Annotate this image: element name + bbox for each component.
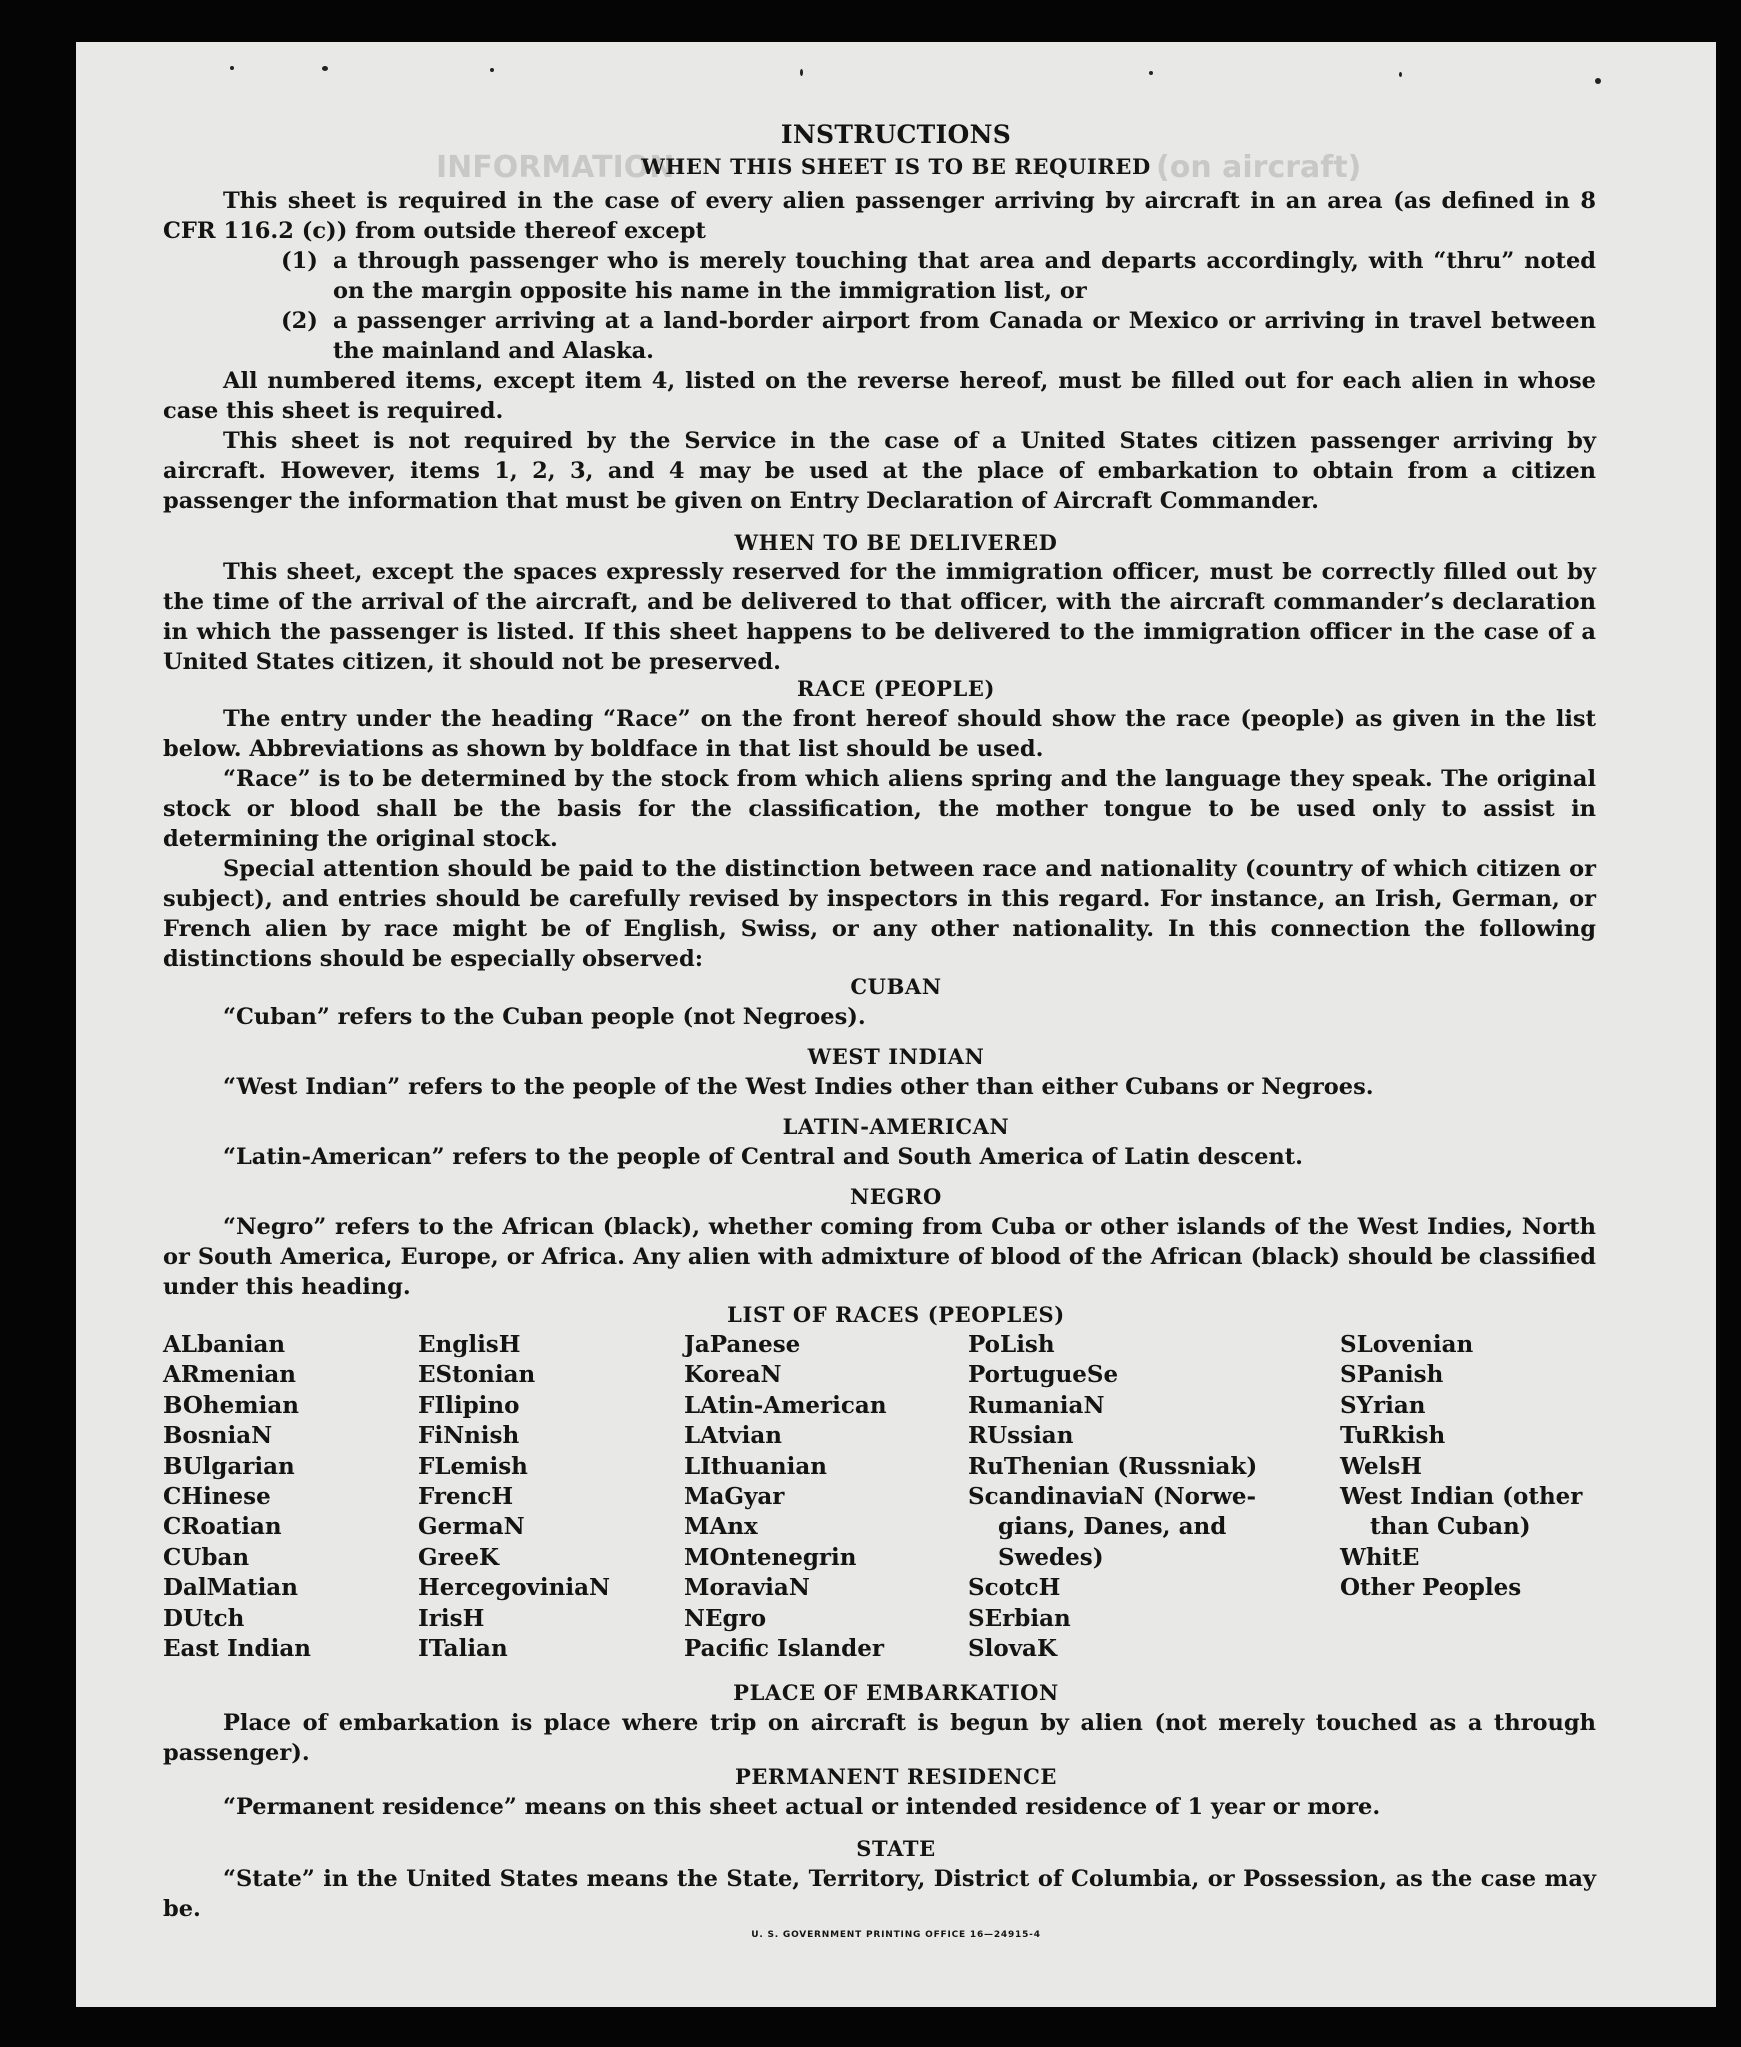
required-para-2: All numbered items, except item 4, listed on the reverse hereof, must be filled out for each alien in whose case this sheet is required. xyxy=(163,368,1596,424)
race-entry: BUlgarian xyxy=(163,1452,295,1480)
race-entry-continued: gians, Danes, and xyxy=(998,1513,1227,1541)
race-entry: SYrian xyxy=(1340,1391,1426,1419)
race-entry: East Indian xyxy=(163,1635,311,1663)
heading-west-indian: WEST INDIAN xyxy=(807,1044,985,1069)
race-para-3: Special attention should be paid to the distinction between race and nationality (country of which citizen or subject), and entries should be carefully revised by inspectors in this regard. For instance, an Irish, German, or French alien by race might be of English, Swiss, or any other nationality. In this connection the following distinctions should be especially observed: xyxy=(163,856,1596,972)
race-entry: GermaN xyxy=(418,1513,525,1541)
race-entry: SLovenian xyxy=(1340,1331,1474,1358)
race-entry: MAnx xyxy=(684,1513,758,1541)
state-text: “State” in the United States means the State, Territory, District of Columbia, or Possession, as the case may be. xyxy=(163,1866,1596,1922)
race-entry: SPanish xyxy=(1340,1361,1444,1389)
latin-american-text: “Latin-American” refers to the people of Central and South America of Latin descent. xyxy=(223,1144,1303,1170)
item-text: a passenger arriving at a land-border airport from Canada or Mexico or arriving in travel between the mainland and Alaska. xyxy=(333,308,1596,364)
race-entry: HercegoviniaN xyxy=(418,1574,611,1602)
race-entry: MoraviaN xyxy=(684,1574,810,1602)
heading-state: STATE xyxy=(856,1836,936,1861)
race-entry-continued: than Cuban) xyxy=(1370,1513,1531,1541)
exception-item-1 xyxy=(281,246,1596,306)
race-entry: LAtvian xyxy=(684,1422,782,1450)
race-entry: MOntenegrin xyxy=(684,1543,857,1571)
cuban-text: “Cuban” refers to the Cuban people (not Negroes). xyxy=(223,1004,866,1030)
race-column-2 xyxy=(418,1330,610,1664)
required-intro: This sheet is required in the case of every alien passenger arriving by aircraft in an area (as defined in 8 CFR 116.2 (c)) from outside thereof except xyxy=(163,188,1596,244)
bleed-through-text: INFORMATION xyxy=(436,150,675,185)
speck xyxy=(1595,78,1601,84)
item-text: a through passenger who is merely touching that area and departs accordingly, with “thru” noted on the margin opposite his name in the immigration list, or xyxy=(333,248,1596,304)
embarkation-text: Place of embarkation is place where trip on aircraft is begun by alien (not merely touched as a through passenger). xyxy=(163,1710,1596,1766)
speck xyxy=(230,66,234,70)
item-number: (1) xyxy=(281,248,318,274)
race-entry: LIthuanian xyxy=(684,1452,827,1480)
speck xyxy=(1149,71,1153,75)
race-entry-continued: Swedes) xyxy=(998,1543,1104,1571)
race-entry: MaGyar xyxy=(684,1483,785,1511)
race-entry: FLemish xyxy=(418,1452,528,1480)
race-entry: WelsH xyxy=(1340,1452,1423,1480)
race-entry: EnglisH xyxy=(418,1331,521,1358)
speck xyxy=(800,69,803,76)
race-para-1: The entry under the heading “Race” on the front hereof should show the race (people) as given in the list below. Abbreviations as shown by boldface in that list should be used. xyxy=(163,706,1596,762)
race-entry: WhitE xyxy=(1340,1543,1420,1571)
race-entry: ITalian xyxy=(418,1635,508,1663)
heading-permanent-residence: PERMANENT RESIDENCE xyxy=(734,1764,1058,1789)
race-para-2: “Race” is to be determined by the stock from which aliens spring and the language they speak. The original stock or blood shall be the basis for the classification, the mother tongue to be used only to assist in determining the original stock. xyxy=(163,766,1596,852)
heading-latin-american: LATIN-AMERICAN xyxy=(782,1114,1010,1139)
race-entry: Pacific Islander xyxy=(684,1635,884,1663)
speck xyxy=(322,66,328,71)
race-entry: ALbanian xyxy=(163,1331,286,1358)
race-entry: SErbian xyxy=(968,1604,1071,1632)
printer-imprint: U. S. GOVERNMENT PRINTING OFFICE 16—24915-4 xyxy=(751,1930,1041,1940)
race-entry: Other Peoples xyxy=(1340,1574,1522,1602)
race-entry: PortugueSe xyxy=(968,1361,1119,1389)
race-entry: CRoatian xyxy=(163,1513,282,1541)
race-entry: DalMatian xyxy=(163,1574,298,1602)
race-entry: ScandinaviaN (Norwe- xyxy=(968,1483,1257,1511)
race-entry: RumaniaN xyxy=(968,1391,1105,1419)
race-entry: KoreaN xyxy=(684,1361,782,1389)
race-entry: IrisH xyxy=(418,1604,485,1632)
race-entry: LAtin-American xyxy=(684,1391,887,1419)
residence-text: “Permanent residence” means on this sheet actual or intended residence of 1 year or more. xyxy=(223,1794,1381,1820)
race-entry: TuRkish xyxy=(1340,1422,1446,1450)
race-entry: FIlipino xyxy=(418,1391,520,1419)
bleed-through-text: (on aircraft) xyxy=(1156,150,1362,185)
page-title: INSTRUCTIONS xyxy=(780,120,1012,149)
race-entry: ScotcH xyxy=(968,1574,1061,1602)
heading-cuban: CUBAN xyxy=(850,974,942,999)
negro-text: “Negro” refers to the African (black), whether coming from Cuba or other islands of the West Indies, North or South America, Europe, or Africa. Any alien with admixture of blood of the African (black) should be classified under this heading. xyxy=(163,1214,1596,1300)
race-entry: PoLish xyxy=(968,1331,1055,1358)
list-of-races xyxy=(76,1330,1716,1710)
race-entry: NEgro xyxy=(684,1604,767,1632)
race-entry: DUtch xyxy=(163,1604,245,1632)
heading-race: RACE (PEOPLE) xyxy=(796,676,996,701)
race-entry: GreeK xyxy=(418,1543,500,1571)
race-entry: CUban xyxy=(163,1543,250,1571)
race-entry: BOhemian xyxy=(163,1391,299,1419)
race-entry: BosniaN xyxy=(163,1422,273,1450)
race-entry: CHinese xyxy=(163,1483,271,1511)
race-entry: JaPanese xyxy=(684,1331,801,1358)
delivered-text: This sheet, except the spaces expressly reserved for the immigration officer, must be correctly filled out by the time of the arrival of the aircraft, and be delivered to that officer, with the aircraft commander’s declaration in which the passenger is listed. If this sheet happens to be delivered to the immigration officer in the case of a United States citizen, it should not be preserved. xyxy=(163,559,1596,675)
race-entry: West Indian (other xyxy=(1340,1483,1583,1511)
heading-negro: NEGRO xyxy=(850,1184,942,1209)
heading-place-of-embarkation: PLACE OF EMBARKATION xyxy=(733,1680,1059,1705)
heading-when-delivered: WHEN TO BE DELIVERED xyxy=(734,530,1058,555)
race-entry: RuThenian (Russniak) xyxy=(968,1452,1258,1480)
race-entry: SlovaK xyxy=(968,1635,1057,1663)
speck xyxy=(490,68,494,72)
race-entry: EStonian xyxy=(418,1361,536,1389)
race-column-4 xyxy=(968,1330,1257,1664)
race-entry: FrencH xyxy=(418,1483,514,1511)
race-entry: ARmenian xyxy=(163,1361,297,1389)
race-entry: RUssian xyxy=(968,1422,1074,1450)
race-column-5 xyxy=(1340,1330,1582,1604)
race-entry: FiNnish xyxy=(418,1422,520,1450)
heading-when-required: WHEN THIS SHEET IS TO BE REQUIRED xyxy=(641,154,1151,179)
speck xyxy=(1399,72,1402,77)
exception-item-2 xyxy=(281,306,1596,366)
required-para-3: This sheet is not required by the Service in the case of a United States citizen passenger arriving by aircraft. However, items 1, 2, 3, and 4 may be used at the place of embarkation to obtain from a citizen passenger the information that must be given on Entry Declaration of Aircraft Commander. xyxy=(163,428,1596,514)
item-number: (2) xyxy=(281,308,318,334)
document-sheet xyxy=(76,42,1716,2007)
west-indian-text: “West Indian” refers to the people of the West Indies other than either Cubans or Negroes. xyxy=(223,1074,1374,1100)
race-column-3 xyxy=(684,1330,887,1664)
heading-list-of-races: LIST OF RACES (PEOPLES) xyxy=(727,1302,1065,1327)
race-column-1 xyxy=(163,1330,311,1664)
